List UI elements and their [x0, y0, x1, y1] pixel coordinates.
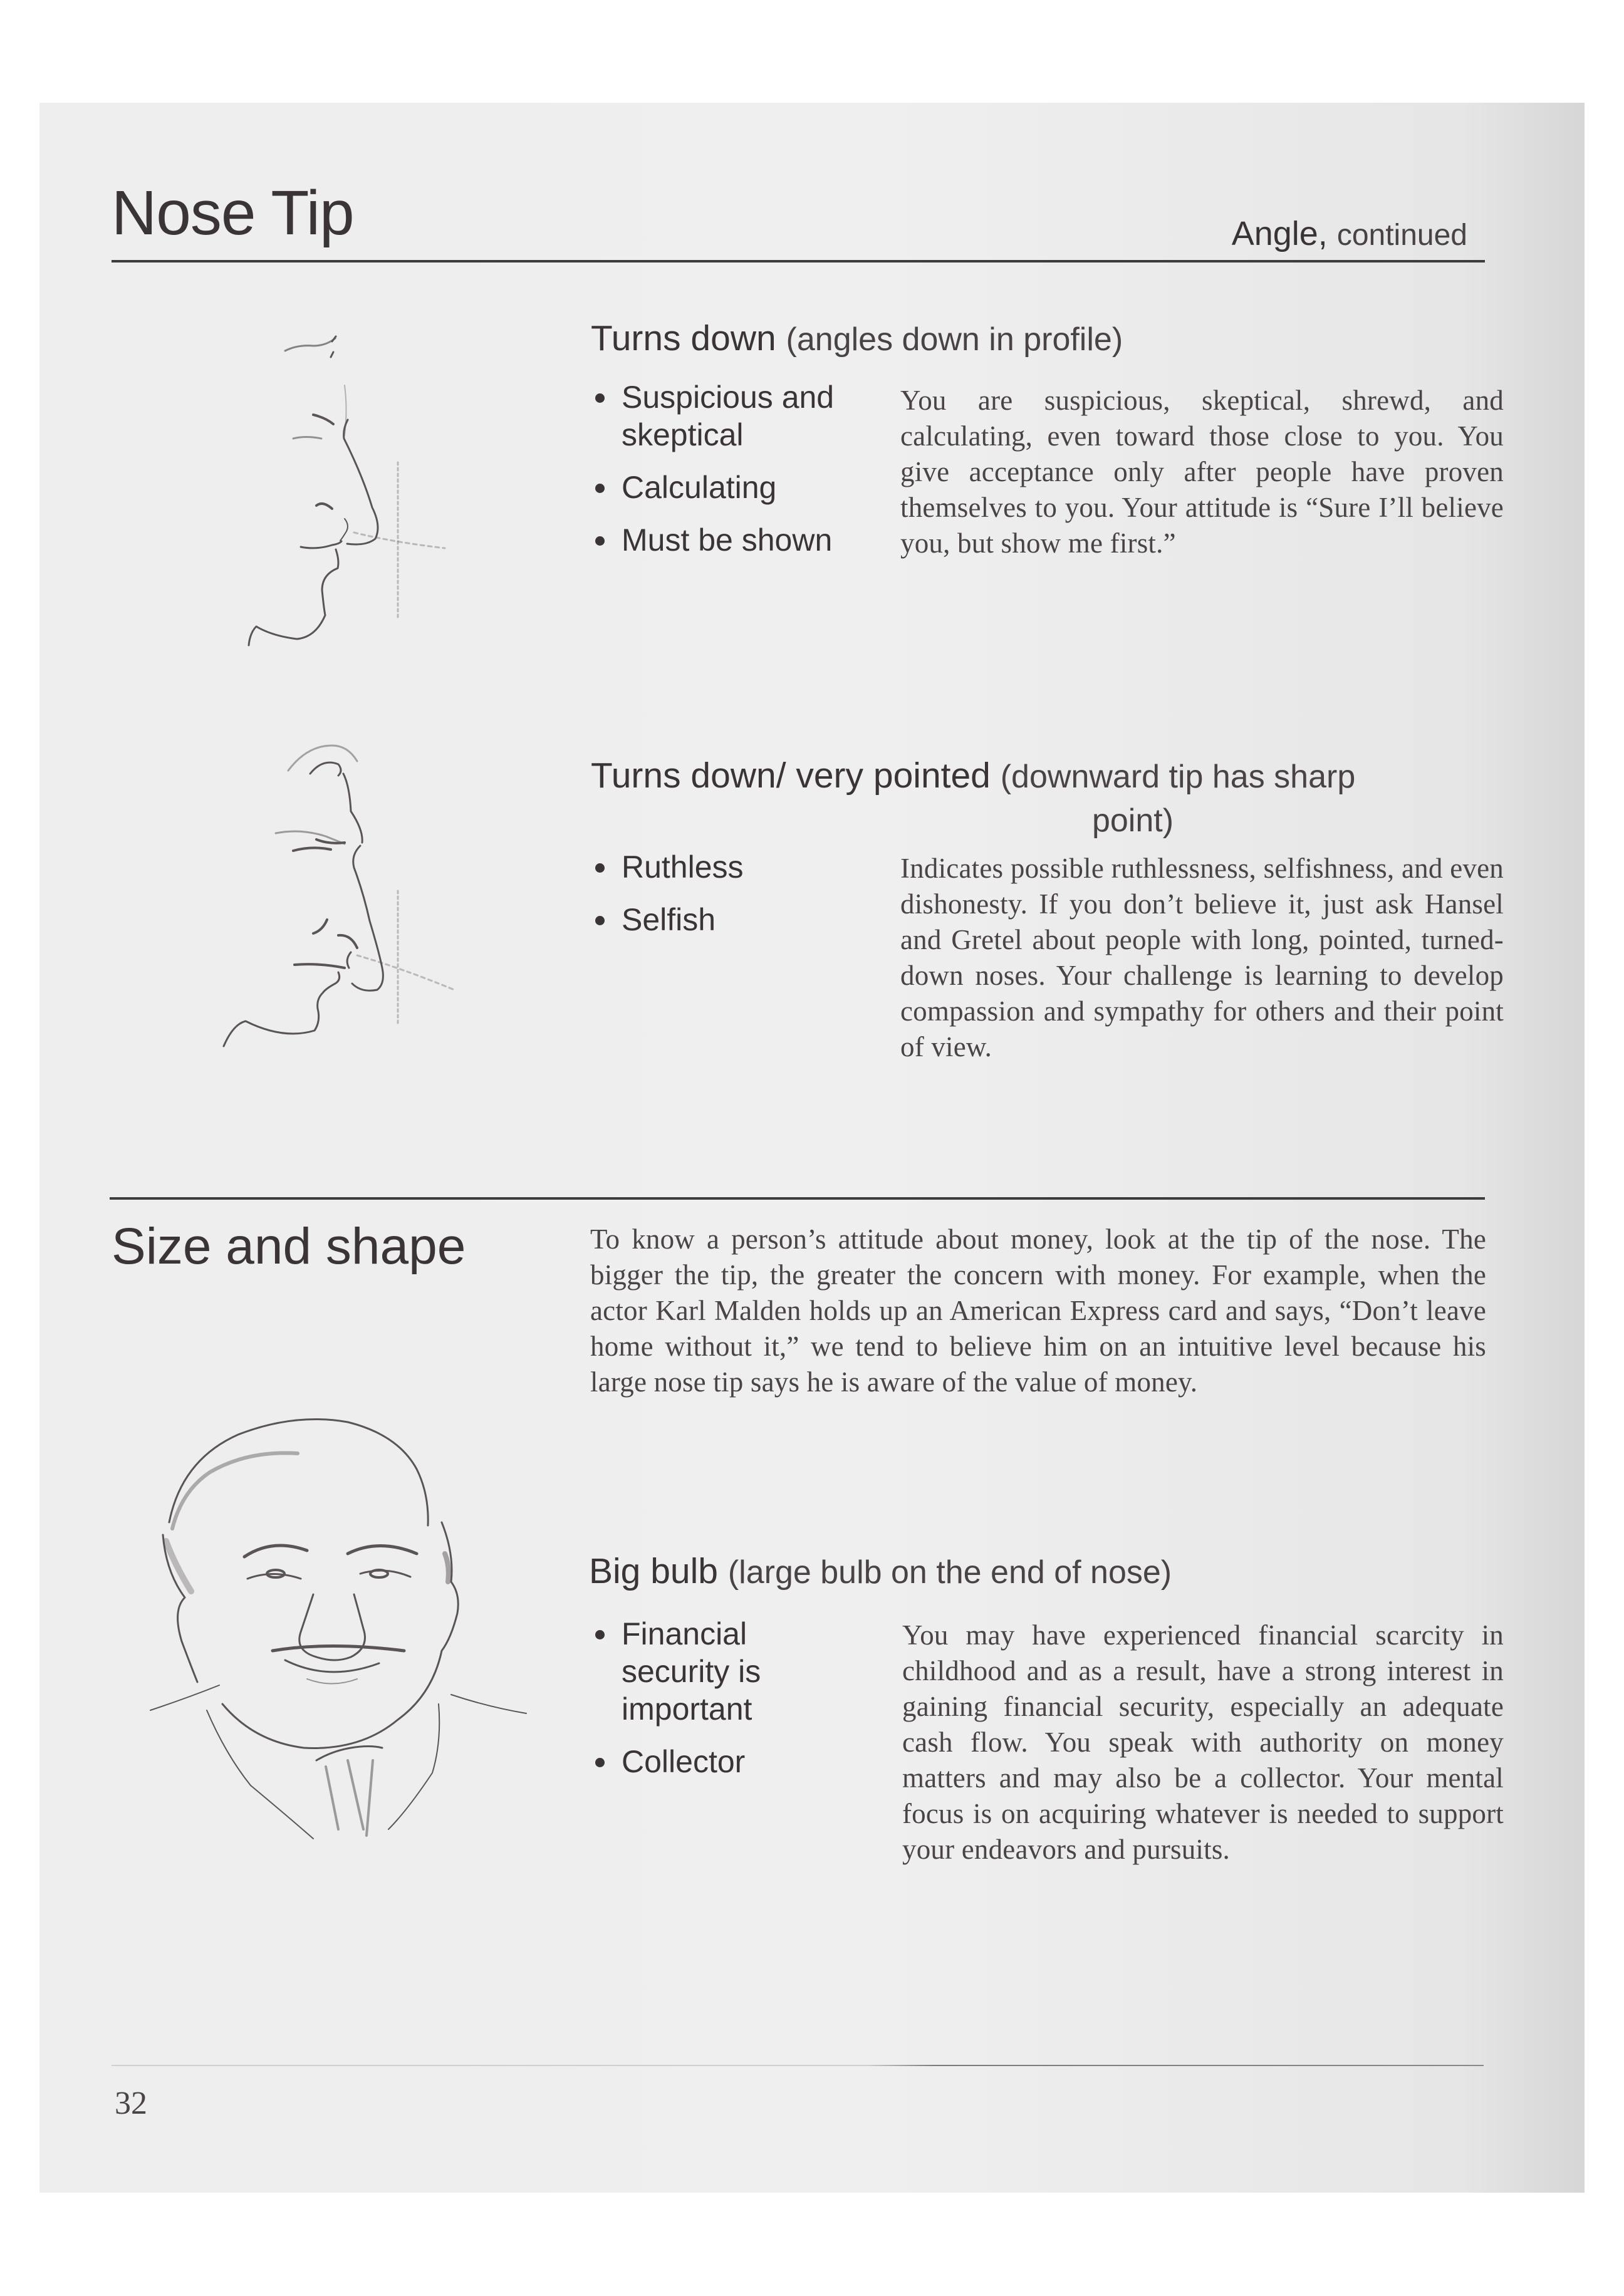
subsection-subtitle: (angles down in profile) — [786, 321, 1123, 358]
bullet-item: Financial security is important — [593, 1615, 843, 1728]
running-head — [1232, 212, 1467, 257]
bullet-list-big-bulb — [593, 1615, 843, 1795]
section-heading-size-and-shape: Size and shape — [112, 1218, 466, 1275]
subsection-title: Turns down/ very pointed — [591, 756, 991, 796]
bullet-list-turns-down — [593, 378, 862, 574]
bullet-list-turns-down-pointed — [593, 848, 862, 953]
section-divider-rule — [110, 1197, 1485, 1200]
subsection-heading-turns-down-pointed — [591, 754, 1487, 843]
body-text-size-and-shape-intro: To know a person’s attitude about money, look at the tip of the nose. The bigger the tip, the greater the concern with money. For example, when the actor Karl Malden holds up an American Express card and says, “Don’t leave home without it,” we tend to believe him on an intuitive level because his large nose tip says he is aware of the value of money. — [590, 1223, 1486, 1398]
page-number: 32 — [115, 2086, 147, 2121]
bullet-item: Calculating — [593, 469, 862, 506]
bullet-item: Ruthless — [593, 848, 862, 886]
running-head-sub: continued — [1336, 219, 1467, 252]
running-head-main: Angle, — [1231, 215, 1328, 252]
subsection-title: Big bulb — [589, 1551, 718, 1591]
subsection-subtitle-continued: point) — [1091, 803, 1174, 839]
subsection-title: Turns down — [591, 318, 776, 358]
subsection-subtitle: (downward tip has sharp — [1000, 759, 1356, 795]
bullet-item: Must be shown — [593, 521, 862, 559]
body-text-turns-down: You are suspicious, skeptical, shrewd, and calculating, even toward those close to you. You give acceptance only after people have proven themselves to you. Your attitude is “Sure I’ll believe you, but show me first.” — [900, 385, 1504, 559]
bullet-item: Collector — [593, 1743, 843, 1780]
subsection-heading-big-bulb — [589, 1549, 1172, 1594]
profile-face-pointed-nose-icon — [188, 720, 501, 1128]
portrait-man-big-bulb-nose-icon — [125, 1410, 533, 2005]
body-text-big-bulb: You may have experienced financial scarcity in childhood and as a result, have a strong interest in gaining financial security, especially an adequate cash flow. You speak with authority on money matters and may also be a collector. Your mental focus is on acquiring whatever is needed to support your endeavors and pursuits. — [902, 1619, 1504, 1865]
bullet-item: Suspicious and skeptical — [593, 378, 862, 454]
bullet-item: Selfish — [593, 901, 862, 938]
subsection-subtitle: (large bulb on the end of nose) — [727, 1554, 1172, 1591]
body-text-turns-down-pointed: Indicates possible ruthlessness, selfishness, and even dishonesty. If you don’t believe it, just ask Hansel and Gretel about people with long, pointed, turned-down noses. Your challenge is learning to develop compassion and sympathy for others and their point of view. — [900, 853, 1504, 1062]
subsection-heading-turns-down — [591, 316, 1123, 361]
footer-rule — [112, 2065, 1484, 2066]
page-title: Nose Tip — [112, 178, 354, 248]
header-rule — [112, 260, 1485, 262]
profile-face-nose-tip-angled-down-icon — [188, 313, 501, 689]
